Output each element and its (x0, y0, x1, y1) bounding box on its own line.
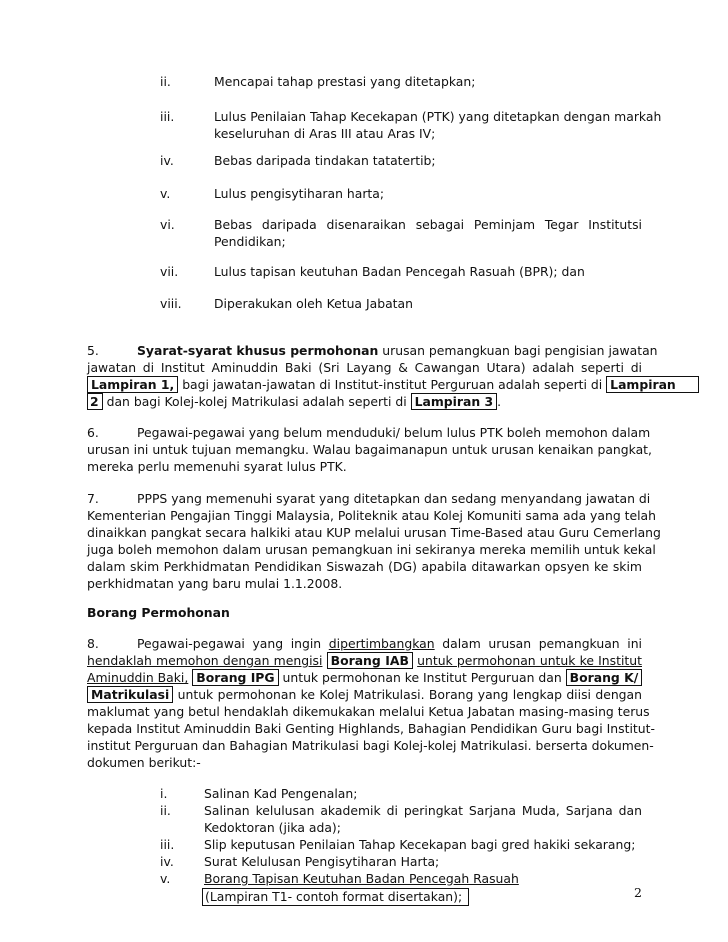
para-number: 6. (87, 425, 99, 440)
list-num: vi. (160, 217, 175, 232)
list-text: Mencapai tahap prestasi yang ditetapkan; (214, 74, 476, 89)
lampiran-1-link[interactable]: Lampiran 1, (87, 376, 178, 393)
matrikulasi-link[interactable]: Matrikulasi (87, 686, 173, 703)
list-text: Borang Tapisan Keutuhan Badan Pencegah Rasuah (204, 871, 519, 886)
para-number: 7. (87, 491, 99, 506)
para8-line-3: Aminuddin Baki, Borang IPG untuk permohonan ke Institut Perguruan dan Borang K/ (87, 670, 642, 686)
list-text: Lulus pengisytiharan harta; (214, 186, 385, 201)
list-text: Bebas daripada tindakan tatatertib; (214, 153, 436, 168)
lampiran-3-link[interactable]: Lampiran 3 (411, 393, 498, 410)
para-number: 8. (87, 636, 99, 651)
para8-line-6: kepada Institut Aminuddin Baki Genting Highlands, Bahagian Pendidikan Guru bagi Institut- (87, 721, 655, 736)
lampiran-t1-link[interactable]: (Lampiran T1- contoh format disertakan); (202, 888, 469, 906)
para6-line-1: Pegawai-pegawai yang belum menduduki/ belum lulus PTK boleh memohon dalam (137, 425, 651, 440)
para6-line-2: urusan ini untuk tujuan memangku. Walau bagaimanapun untuk urusan kenaikan pangkat, (87, 442, 652, 457)
para5-line-3: Lampiran 1, bagi jawatan-jawatan di Institut-institut Perguruan adalah seperti di Lampiran (87, 377, 652, 393)
list-num: i. (160, 786, 168, 801)
list-text: Pendidikan; (214, 234, 286, 249)
para7-line-2: Kementerian Pengajian Tinggi Malaysia, Politeknik atau Kolej Komuniti sama ada yang telah (87, 508, 656, 523)
para7-line-4: juga boleh memohon dalam urusan pemangkuan ini sekiranya mereka memilih untuk kekal (87, 542, 656, 557)
para7-line-5: dalam skim Perkhidmatan Pendidikan Siswazah (DG) apabila ditawarkan opsyen ke skim (87, 559, 642, 574)
para8-line-1: Pegawai-pegawai yang ingin dipertimbangkan dalam urusan pemangkuan ini (137, 636, 642, 651)
list-text: Lulus Penilaian Tahap Kecekapan (PTK) yang ditetapkan dengan markah (214, 109, 662, 124)
para5-line-1: Syarat-syarat khusus permohonan urusan pemangkuan bagi pengisian jawatan (137, 343, 658, 358)
list-num: vii. (160, 264, 179, 279)
lampiran-2-link[interactable]: Lampiran (606, 376, 699, 393)
list-text: Bebas daripada disenaraikan sebagai Peminjam Tegar Institutsi (214, 217, 642, 232)
list-num: ii. (160, 803, 171, 818)
para8-line-7: institut Perguruan dan Bahagian Matrikulasi bagi Kolej-kolej Matrikulasi. berserta dokumen- (87, 738, 654, 753)
list-num: iii. (160, 837, 175, 852)
para8-line-4: Matrikulasi untuk permohonan ke Kolej Matrikulasi. Borang yang lengkap diisi dengan (87, 687, 642, 703)
list-text: Kedoktoran (jika ada); (204, 820, 341, 835)
list-text: Surat Kelulusan Pengisytiharan Harta; (204, 854, 440, 869)
para8-line-5: maklumat yang betul hendaklah dikemukakan melalui Ketua Jabatan masing-masing terus (87, 704, 650, 719)
para7-line-6: perkhidmatan yang baru mulai 1.1.2008. (87, 576, 343, 591)
list-num: v. (160, 186, 171, 201)
list-num: v. (160, 871, 171, 886)
para7-line-1: PPPS yang memenuhi syarat yang ditetapkan dan sedang menyandang jawatan di (137, 491, 651, 506)
borang-k-link[interactable]: Borang K/ (566, 669, 643, 686)
para5-line-4: 2 dan bagi Kolej-kolej Matrikulasi adalah seperti di Lampiran 3 . (87, 394, 501, 410)
list-text: Lulus tapisan keutuhan Badan Pencegah Rasuah (BPR); dan (214, 264, 585, 279)
para5-line-2: jawatan di Institut Aminuddin Baki (Sri Layang & Cawangan Utara) adalah seperti di (87, 360, 642, 375)
list-text: Salinan kelulusan akademik di peringkat Sarjana Muda, Sarjana dan (204, 803, 642, 818)
list-text: keseluruhan di Aras III atau Aras IV; (214, 126, 436, 141)
para7-line-3: dinaikkan pangkat secara halkiki atau KUP melalui urusan Time-Based atau Guru Cemerlang (87, 525, 661, 540)
lampiran-2-link-cont[interactable]: 2 (87, 393, 103, 410)
borang-ipg-link[interactable]: Borang IPG (192, 669, 278, 686)
page-number: 2 (634, 885, 642, 900)
para8-line-8: dokumen berikut:- (87, 755, 201, 770)
para8-line-2: hendaklah memohon dengan mengisi Borang IAB untuk permohonan untuk ke Institut (87, 653, 642, 668)
list-text: Slip keputusan Penilaian Tahap Kecekapan bagi gred hakiki sekarang; (204, 837, 636, 852)
para5-heading: Syarat-syarat khusus permohonan (137, 343, 379, 358)
section-heading: Borang Permohonan (87, 605, 230, 620)
list-num: iii. (160, 109, 175, 124)
list-num: ii. (160, 74, 171, 89)
para-number: 5. (87, 343, 99, 358)
list-text: Diperakukan oleh Ketua Jabatan (214, 296, 413, 311)
borang-iab-link[interactable]: Borang IAB (327, 652, 413, 669)
list-num: iv. (160, 854, 174, 869)
list-text: Salinan Kad Pengenalan; (204, 786, 358, 801)
list-num: viii. (160, 296, 182, 311)
para6-line-3: mereka perlu memenuhi syarat lulus PTK. (87, 459, 347, 474)
list-num: iv. (160, 153, 174, 168)
